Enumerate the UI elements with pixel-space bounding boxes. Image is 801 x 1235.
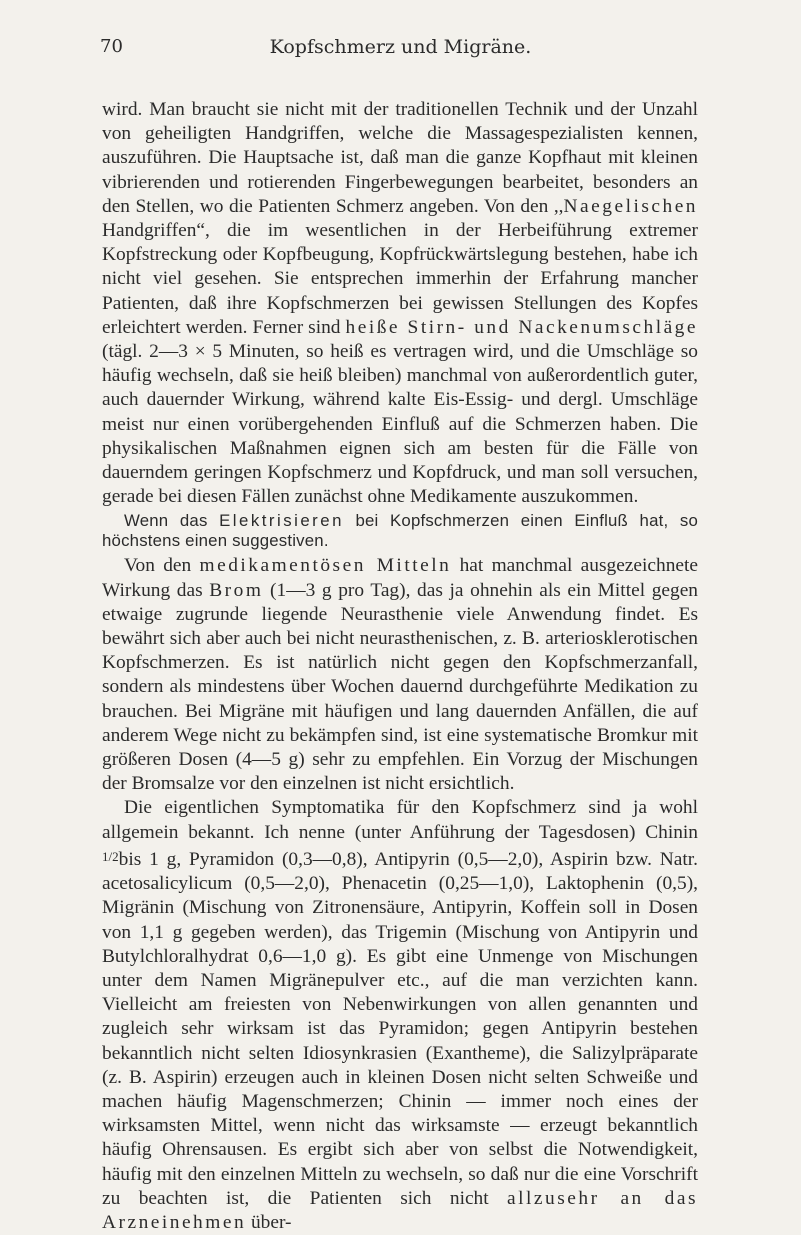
text-run: bis 1 g, Pyramidon (0,3—0,8), Antipyrin (0,5—2,0), Aspirin bzw. Natr. acetosalicylicum (0,5—2,0), Phenacetin (0,25—1,0), Laktophenin (0,5), Migränin (Mischung von Zitronensäure, Antipyrin, Koffein soll in Dosen von 1,1 g gegeben werden), das Trigemin (Mischung von Antipyrin und Butylchloralhydrat 0,6—1,0 g). Es gibt eine Unmenge von Mischungen unter dem Namen Migränepulver etc., auf die man verzichten kann. Vielleicht am freiesten von Nebenwirkungen von allen genannten und zugleich sehr wirksam ist das Pyramidon; gegen Antipyrin bestehen bekanntlich nicht selten Idiosynkrasien (Exantheme), die Salizylpräparate (z. B. Aspirin) erzeugen auch in kleinen Dosen nicht selten Schweiße und machen häufig Magenschmerzen; Chinin — immer noch eines der wirksamsten Mittel, wenn nicht das wirksamste — erzeugt bekanntlich häufig Ohrensausen. Es ergibt sich aber von selbst die Notwendigkeit, häufig mit den einzelnen Mitteln zu wechseln, so daß nur die eine Vorschrift zu beachten ist, die Patienten sich nicht	[102, 848, 698, 1209]
spaced-emphasis: Naegelischen	[563, 195, 698, 217]
paragraph-medication	[102, 554, 698, 796]
paragraph-massage	[102, 98, 698, 509]
fraction: 1/2	[102, 848, 119, 864]
text-run: (tägl. 2—3 × 5 Minuten, so heiß es vertragen wird, und die Umschläge so häufig wechseln, daß sie heiß bleiben) manchmal von außerordentlich guter, auch dauernder Wirkung, während kalte Eis-Essig- und dergl. Umschläge meist nur einen vorübergehenden Einfluß auf die Schmerzen haben. Die physikalischen Maßnahmen eignen sich am besten für die Fälle von dauerndem geringen Kopfschmerz und Kopfdruck, und man soll versuchen, gerade bei diesen Fällen zunächst ohne Medikamente auszukommen.	[102, 341, 698, 508]
body-text	[102, 98, 698, 1235]
spaced-emphasis: allzusehr an das Arzneinehmen	[102, 1187, 698, 1233]
paragraph-electrotherapy	[102, 511, 698, 551]
text-run: Wenn das	[124, 511, 220, 531]
text-run: Von den	[124, 555, 200, 577]
running-title: Kopfschmerz und Migräne.	[269, 36, 532, 58]
spaced-emphasis: medikamentösen Mitteln	[199, 555, 452, 577]
page-number: 70	[100, 36, 123, 57]
spaced-emphasis: Brom	[209, 579, 264, 601]
text-run: Handgriffen“, die im wesentlichen in der Herbeiführung extremer Kopfstreckung oder Kopfbeugung, Kopfrückwärtslegung bestehen, habe ich nicht viel gesehen. Sie entsprechen immerhin der Erfahrung mancher Patienten, daß ihre Kopfschmerzen bei gewissen Stellungen des Kopfes erleichtert werden. Ferner sind	[102, 220, 698, 338]
text-run: über-	[246, 1211, 292, 1233]
text-run: hat manchmal ausgezeichnete Wirkung das	[102, 555, 698, 601]
page-header	[100, 36, 701, 64]
text-run: bei Kopfschmerzen einen Einfluß hat, so höchstens einen suggestiven.	[102, 511, 699, 551]
text-run: Die eigentlichen Symptomatika für den Kopfschmerz sind ja wohl allgemein bekannt. Ich nenne (unter Anführung der Tagesdosen) Chinin	[102, 797, 698, 843]
spaced-emphasis: heiße Stirn- und Nackenumschläge	[345, 316, 698, 338]
text-run: wird. Man braucht sie nicht mit der traditionellen Technik und der Unzahl von geheiligten Handgriffen, welche die Massagespezialisten kennen, auszuführen. Die Hauptsache ist, daß man die ganze Kopfhaut mit kleinen vibrierenden und rotierenden Fingerbewegungen bearbeitet, besonders an den Stellen, wo die Patienten Schmerz angeben. Von den ,,	[102, 99, 698, 217]
spaced-emphasis: Elektrisieren	[219, 511, 344, 531]
paragraph-symptomatics	[102, 796, 698, 1235]
text-run: (1—3 g pro Tag), das ja ohnehin als ein Mittel gegen etwaige zugrunde liegende Neurasthenie viele Anwendung findet. Es bewährt sich aber auch bei nicht neurasthenischen, z. B. arteriosklerotischen Kopfschmerzen. Es ist natürlich nicht gegen den Kopfschmerzanfall, sondern als mindestens über Wochen dauernd durchgeführte Medikation zu brauchen. Bei Migräne mit häufigen und lang dauernden Anfällen, die auf anderem Wege nicht zu bekämpfen sind, ist eine systematische Bromkur mit größeren Dosen (4—5 g) sehr zu empfehlen. Ein Vorzug der Mischungen der Bromsalze vor den einzelnen ist nicht ersichtlich.	[102, 579, 698, 795]
